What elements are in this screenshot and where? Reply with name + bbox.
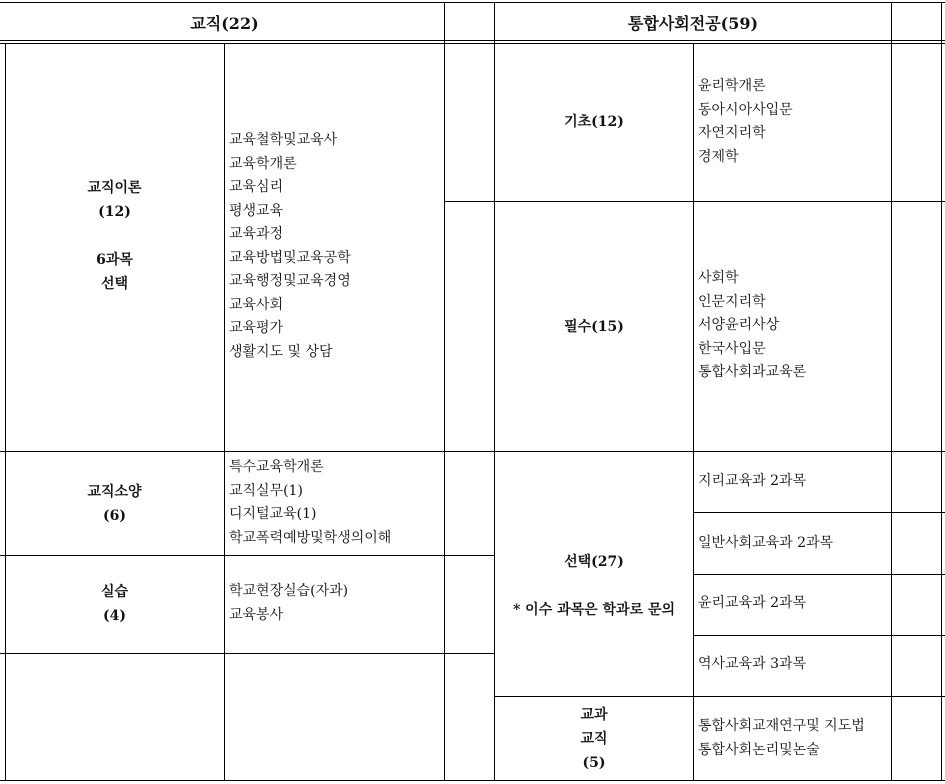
subject-edu-credits: (5) xyxy=(582,755,606,771)
rule-required-bottom xyxy=(0,451,945,452)
practice-title: 실습 xyxy=(100,584,129,600)
culture-title: 교직소양 xyxy=(87,484,142,500)
list-item: 인문지리학 xyxy=(698,293,766,310)
rule-bottom xyxy=(0,780,945,781)
practice-course-list xyxy=(229,580,348,627)
culture-label xyxy=(5,480,224,528)
theory-course-list xyxy=(229,129,351,364)
list-item: 교육방법및교육공학 xyxy=(229,249,351,266)
rule-elective-bottom xyxy=(495,696,945,697)
subject-edu-title1: 교과 xyxy=(580,707,608,723)
theory-label xyxy=(5,176,224,296)
theory-select-count: 6과목 xyxy=(96,252,133,268)
required-course-list xyxy=(698,267,806,385)
list-item: 교육평가 xyxy=(229,320,284,336)
rule-col-e xyxy=(693,43,694,781)
elective-item-1: 지리교육과 2과목 xyxy=(698,473,807,489)
list-item: 학교현장실습(자과) xyxy=(229,583,349,599)
theory-select-word: 선택 xyxy=(100,276,129,292)
culture-course-list xyxy=(229,456,391,550)
list-item: 윤리학개론 xyxy=(698,78,766,94)
elective-title: 선택(27) xyxy=(564,554,624,570)
list-item: 교육행정및교육경영 xyxy=(229,273,351,289)
subject-edu-course-list xyxy=(698,715,865,762)
elective-item-3: 윤리교육과 2과목 xyxy=(698,595,807,611)
practice-credits: (4) xyxy=(103,608,126,624)
list-item: 교육과정 xyxy=(229,226,284,242)
header-right: 통합사회전공(59) xyxy=(627,14,759,33)
rule-culture-bottom xyxy=(0,555,495,556)
rule-elective-3 xyxy=(693,635,945,636)
list-item: 경제학 xyxy=(698,148,739,165)
elective-note: * 이수 과목은 학과로 문의 xyxy=(512,602,676,618)
practice-label xyxy=(5,580,224,628)
required-label: 필수(15) xyxy=(564,319,624,335)
header-left: 교직(22) xyxy=(190,14,259,33)
list-item: 통합사회논리및논술 xyxy=(698,741,820,758)
list-item: 교육봉사 xyxy=(229,606,284,623)
list-item: 학교폭력예방및학생의이해 xyxy=(229,529,392,546)
rule-elective-2 xyxy=(693,574,945,575)
list-item: 서양윤리사상 xyxy=(698,317,780,333)
rule-col-a xyxy=(5,43,6,781)
list-item: 통합사회교재연구및 지도법 xyxy=(698,718,865,734)
list-item: 교육철학및교육사 xyxy=(229,132,338,148)
rule-basic-bottom xyxy=(445,201,945,202)
list-item: 특수교육학개론 xyxy=(229,459,324,475)
list-item: 교육학개론 xyxy=(229,155,297,172)
rule-practice-bottom xyxy=(0,653,495,654)
theory-title: 교직이론 xyxy=(87,180,142,196)
elective-item-4: 역사교육과 3과목 xyxy=(698,656,807,672)
rule-elective-1 xyxy=(693,512,945,513)
list-item: 사회학 xyxy=(698,270,739,286)
rule-col-c xyxy=(444,2,445,781)
subject-edu-label xyxy=(495,703,693,775)
rule-header-bottom xyxy=(0,40,945,41)
elective-item-2: 일반사회교육과 2과목 xyxy=(698,535,834,551)
list-item: 한국사입문 xyxy=(698,340,766,357)
rule-header-bottom-2 xyxy=(0,43,945,44)
elective-label xyxy=(495,538,693,634)
list-item: 자연지리학 xyxy=(698,125,766,141)
subject-edu-title2: 교직 xyxy=(580,731,608,747)
rule-col-b xyxy=(224,43,225,781)
list-item: 평생교육 xyxy=(229,202,284,219)
basic-label: 기초(12) xyxy=(564,114,624,130)
rule-top xyxy=(0,2,945,3)
theory-credits: (12) xyxy=(98,204,131,220)
list-item: 교육심리 xyxy=(229,179,284,195)
list-item: 교육사회 xyxy=(229,296,284,313)
rule-col-g xyxy=(941,2,942,781)
rule-col-f xyxy=(891,2,892,781)
list-item: 디지털교육(1) xyxy=(229,506,317,522)
list-item: 통합사회과교육론 xyxy=(698,364,807,380)
list-item: 생활지도 및 상담 xyxy=(229,343,333,360)
list-item: 교직실무(1) xyxy=(229,482,303,499)
culture-credits: (6) xyxy=(103,508,126,524)
basic-course-list xyxy=(698,75,793,169)
list-item: 동아시아사입문 xyxy=(698,101,793,118)
